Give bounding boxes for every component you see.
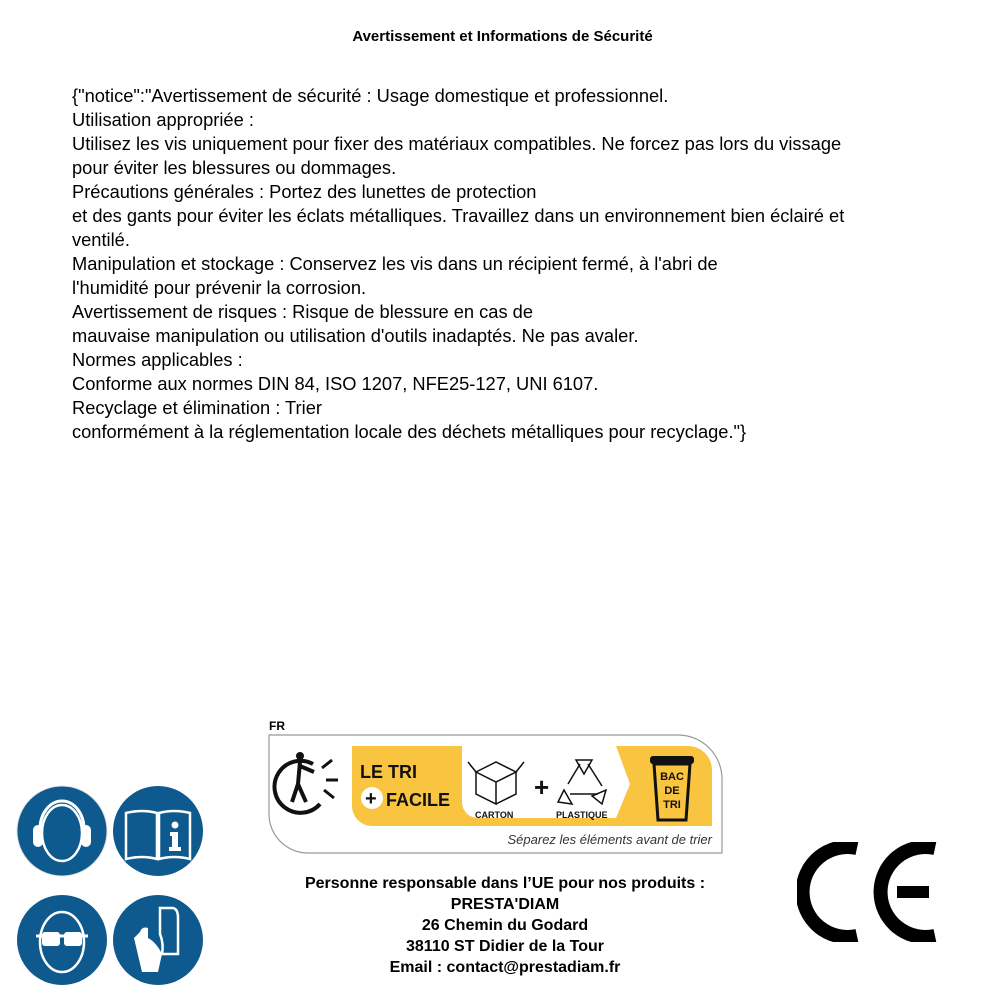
address-city: 38110 ST Didier de la Tour <box>406 938 604 955</box>
notice-line: Avertissement de risques : Risque de blessure en cas de <box>72 301 534 322</box>
notice-line: pour éviter les blessures ou dommages. <box>72 157 397 178</box>
notice-line: l'humidité pour prévenir la corrosion. <box>72 277 367 298</box>
triman-line2: FACILE <box>386 790 451 810</box>
plus-icon: + <box>365 788 377 810</box>
plus-icon: + <box>534 772 550 802</box>
notice-line: Conforme aux normes DIN 84, ISO 1207, NFE25-127, UNI 6107. <box>72 373 599 394</box>
safety-notice <box>72 84 972 444</box>
bin-text: TRI <box>663 799 681 811</box>
triman-country: FR <box>269 719 285 733</box>
ear-protection-icon <box>16 785 108 877</box>
notice-line: Utilisation appropriée : <box>72 109 254 130</box>
contact-email: Email : contact@prestadiam.fr <box>389 959 621 976</box>
triman-item1: CARTON <box>475 810 514 820</box>
ce-mark <box>797 842 939 942</box>
company-name: PRESTA'DIAM <box>450 896 560 913</box>
notice-line: Manipulation et stockage : Conservez les vis dans un récipient fermé, à l'abri de <box>72 253 718 274</box>
notice-line: ventilé. <box>72 229 130 250</box>
bin-text: DE <box>664 785 680 797</box>
notice-line: Normes applicables : <box>72 349 243 370</box>
page-title: Avertissement et Informations de Sécurité <box>352 28 653 45</box>
responsible-person <box>220 873 790 978</box>
notice-line: Précautions générales : Portez des lunettes de protection <box>72 181 537 202</box>
gloves-icon <box>112 894 204 986</box>
triman-line1: LE TRI <box>360 762 417 782</box>
notice-line: Recyclage et élimination : Trier <box>72 397 322 418</box>
triman-item2: PLASTIQUE <box>556 810 608 820</box>
notice-line: mauvaise manipulation ou utilisation d'outils inadaptés. Ne pas avaler. <box>72 325 639 346</box>
read-manual-icon <box>112 785 204 877</box>
notice-line: et des gants pour éviter les éclats métalliques. Travaillez dans un environnement bien éclairé et <box>72 205 845 226</box>
triman-sorting-label <box>268 734 723 854</box>
eye-protection-icon <box>16 894 108 986</box>
triman-caption: Séparez les éléments avant de trier <box>507 832 712 847</box>
notice-line: Utilisez les vis uniquement pour fixer des matériaux compatibles. Ne forcez pas lors du vissage <box>72 133 842 154</box>
bin-text: BAC <box>660 771 684 783</box>
responsible-heading: Personne responsable dans l’UE pour nos produits : <box>304 875 706 892</box>
notice-line: {"notice":"Avertissement de sécurité : Usage domestique et professionnel. <box>72 85 669 106</box>
address-street: 26 Chemin du Godard <box>421 917 589 934</box>
notice-line: conformément à la réglementation locale des déchets métalliques pour recyclage."} <box>72 421 747 442</box>
